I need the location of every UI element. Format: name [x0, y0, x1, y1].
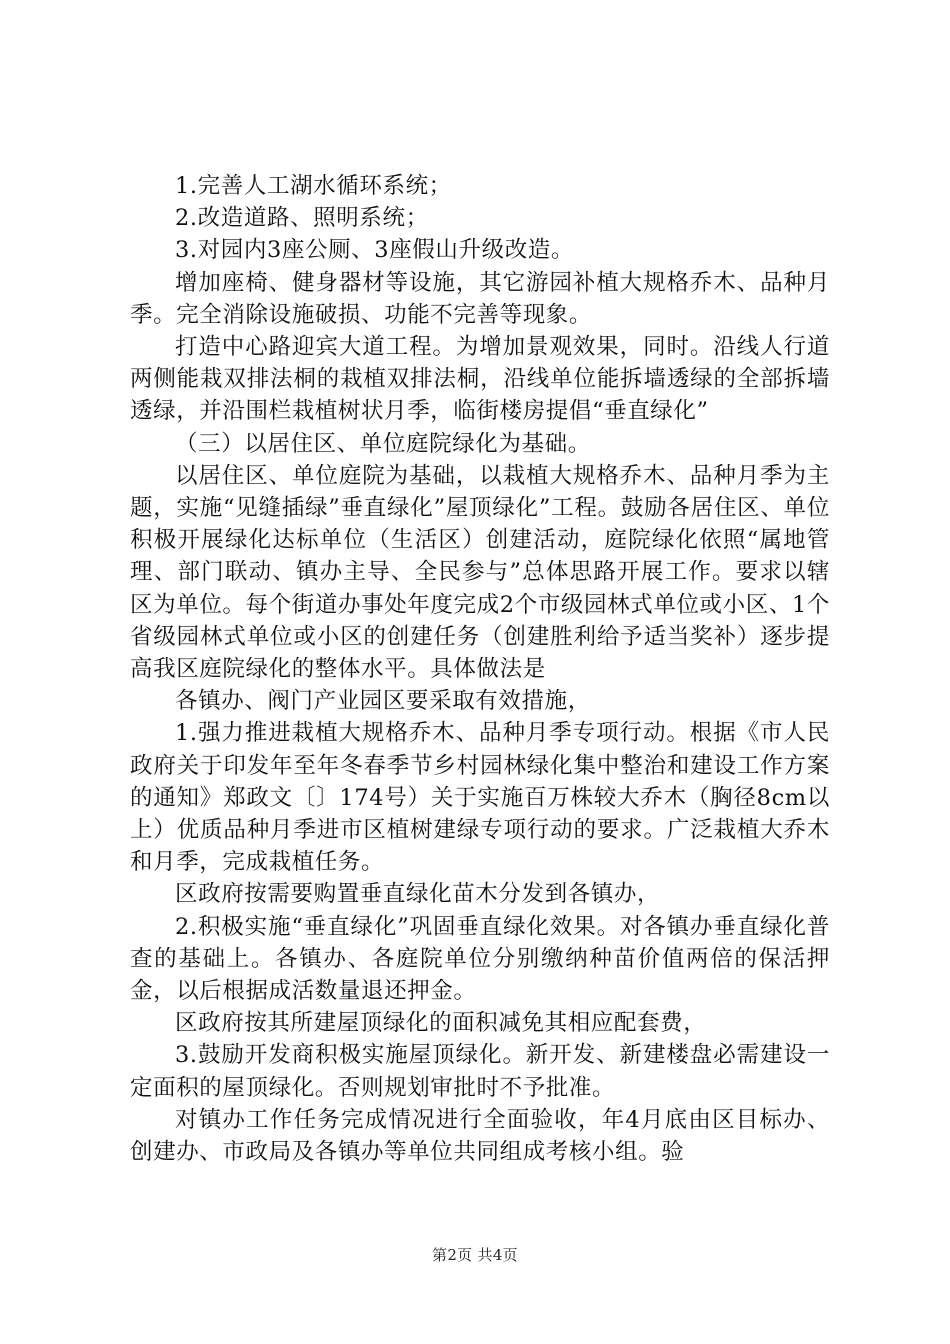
- paragraph-item-1: 1.完善人工湖水循环系统；: [175, 173, 452, 199]
- paragraph-roof: 3.鼓励开发商积极实施屋顶绿化。新开发、新建楼盘必需建设一定面积的屋顶绿化。否则规划审批时不予批准。: [130, 1042, 830, 1101]
- paragraph-avenue: 打造中心路迎宾大道工程。为增加景观效果，同时。沿线人行道两侧能栽双排法桐的栽植双排法桐，沿线单位能拆墙透绿的全部拆墙透绿，并沿围栏栽植树状月季，临街楼房提倡“垂直绿化”: [130, 334, 830, 425]
- document-body: [130, 170, 830, 1168]
- paragraph-seedlings: 区政府按需要购置垂直绿化苗木分发到各镇办，: [175, 881, 661, 908]
- paragraph-fee: 区政府按其所建屋顶绿化的面积减免其相应配套费，: [175, 1010, 707, 1037]
- paragraph-vertical: 2.积极实施“垂直绿化”巩固垂直绿化效果。对各镇办垂直绿化普查的基础上。各镇办、各庭院单位分别缴纳种苗价值两倍的保活押金，以后根据成活数量退还押金。: [130, 913, 830, 1005]
- paragraph-acceptance: 对镇办工作任务完成情况进行全面验收，年4月底由区目标办、创建办、市政局及各镇办等单位共同组成考核小组。验: [130, 1106, 830, 1166]
- paragraph-item-2: 2.改造道路、照明系统；: [175, 205, 429, 232]
- paragraph-measures: 各镇办、阀门产业园区要采取有效措施，: [175, 688, 591, 715]
- page-footer: 第2页 共4页: [432, 1246, 518, 1264]
- paragraph-item-3: 3.对园内3座公厕、3座假山升级改造。: [175, 237, 574, 264]
- paragraph-residential: 以居住区、单位庭院为基础，以栽植大规格乔木、品种月季为主题，实施“见缝插绿”垂直绿化”屋顶绿化”工程。鼓励各居住区、单位积极开展绿化达标单位（生活区）创建活动，庭院绿化依照“属地管理、部门联动、镇办主导、全民参与”总体思路开展工作。要求以辖区为单位。每个街道办事处年度完成2个市级园林式单位或小区、1个省级园林式单位或小区的创建任务（创建胜利给予适当奖补）逐步提高我区庭院绿化的整体水平。具体做法是: [130, 462, 830, 683]
- paragraph-trees: 1.强力推进栽植大规格乔木、品种月季专项行动。根据《市人民政府关于印发年至年冬春季节乡村园林绿化集中整治和建设工作方案的通知》郑政文〔〕174号）关于实施百万株较大乔木（胸径8cm以上）优质品种月季进市区植树建绿专项行动的要求。广泛栽植大乔木和月季，完成栽植任务。: [130, 720, 830, 876]
- paragraph-facilities: 增加座椅、健身器材等设施，其它游园补植大规格乔木、品种月季。完全消除设施破损、功能不完善等现象。: [130, 269, 830, 328]
- section-heading-3: （三）以居住区、单位庭院绿化为基础。: [175, 430, 591, 457]
